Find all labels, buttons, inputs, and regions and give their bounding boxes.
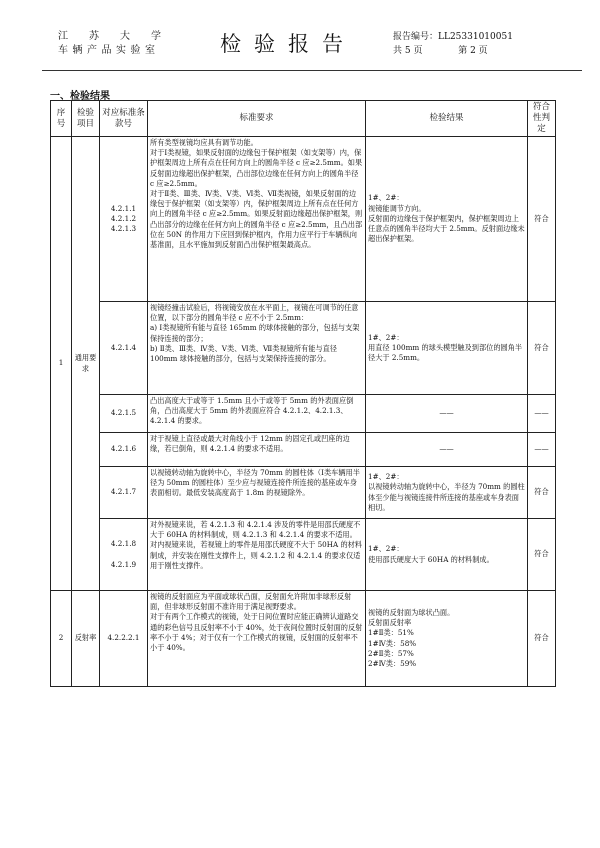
col-header-requirement: 标准要求 xyxy=(148,101,366,137)
page-info xyxy=(393,44,513,58)
report-title: 检验报告 xyxy=(220,32,356,56)
col-header-clause: 对应标准条款号 xyxy=(100,101,148,137)
item-seq: 1 xyxy=(51,137,72,591)
section-title: 一、检验结果 xyxy=(50,91,110,102)
result-cell: 1#、2#： 用直径 100mm 的球头模型触及到部位的圆角半径大于 2.5mm。 xyxy=(366,302,528,395)
lab-name xyxy=(58,30,182,58)
table-row xyxy=(51,591,556,687)
requirement-cell: 凸出高度大于或等于 1.5mm 且小于或等于 5mm 的外表面应倒角，凸出高度大于 5mm 的外表面应符合 4.2.1.2、4.2.1.3、4.2.1.4 的要求。 xyxy=(148,395,366,433)
results-table xyxy=(50,100,556,687)
header-divider xyxy=(42,70,582,71)
result-cell: 1#、2#： 视镜能调节方向。 反射面的边缘包于保护框架内，保护框架周边上任意点的圆角半径均大于 2.5mm。反射面边缘未超出保护框架。 xyxy=(366,137,528,302)
verdict-cell: 符合 xyxy=(528,519,556,591)
clause-cell: 4.2.1.4 xyxy=(100,302,148,395)
total-pages: 共 5 页 xyxy=(393,46,423,56)
clause-cell: 4.2.1.7 xyxy=(100,467,148,519)
lab-name-line2: 车辆产品实验室 xyxy=(58,45,160,56)
clause-cell: 4.2.1.5 xyxy=(100,395,148,433)
result-cell: 视镜的反射面为球状凸面。 反射面反射率 1#Ⅱ类：51% 1#Ⅳ类：58% 2#Ⅱ类：57% 2#Ⅳ类：59% xyxy=(366,591,528,687)
requirement-cell: 视镜的反射面应为平面或球状凸面，反射面允许附加非球形反射面，但非球形反射面不准许用于满足视野要求。 对于有两个工作模式的视镜，处于日间位置时应能正确辨认道路交通的彩色信号且反射率不小于 40%，处于夜间位置时反射面的反射率不小于 4%；对于仅有一个工作模式的视镜，反射面的反射率不小于 40%。 xyxy=(148,591,366,687)
clause-cell: 4.2.1.8 4.2.1.9 xyxy=(100,519,148,591)
col-header-item: 检验项目 xyxy=(72,101,100,137)
report-number: 报告编号：LL25331010051 xyxy=(393,32,513,42)
result-cell: —— xyxy=(366,395,528,433)
result-cell: 1#、2#： 使用邵氏硬度大于 60HA 的材料制成。 xyxy=(366,519,528,591)
verdict-cell: 符合 xyxy=(528,137,556,302)
table-row xyxy=(51,302,556,395)
requirement-cell: 以视镜转动轴为旋转中心，半径为 70mm 的圆柱体（Ⅰ类车辆用半径为 50mm 的圆柱体）至少应与视镜连接件所连接的基座或车身表面相切。最低安装高度高于 1.8m 的视镜除外。 xyxy=(148,467,366,519)
table-header-row xyxy=(51,101,556,137)
table-row xyxy=(51,395,556,433)
col-header-verdict: 符合性判定 xyxy=(528,101,556,137)
clause-cell: 4.2.1.6 xyxy=(100,433,148,467)
requirement-cell: 对于视镜上直径或最大对角线小于 12mm 的固定孔或凹座的边缘，若已倒角，则 4.2.1.4 的要求不适用。 xyxy=(148,433,366,467)
verdict-cell: —— xyxy=(528,395,556,433)
table-row xyxy=(51,137,556,302)
table-row xyxy=(51,519,556,591)
item-seq: 2 xyxy=(51,591,72,687)
result-cell: —— xyxy=(366,433,528,467)
clause-cell: 4.2.2.2.1 xyxy=(100,591,148,687)
verdict-cell: 符合 xyxy=(528,467,556,519)
table-row xyxy=(51,467,556,519)
requirement-cell: 对外视镜来说，若 4.2.1.3 和 4.2.1.4 涉及的零件是用邵氏硬度不大于 60HA 的材料制成，则 4.2.1.3 和 4.2.1.4 的要求不适用。 对内视镜来说，若视镜上的零件是用邵氏硬度不大于 50HA 的材料制成，并安装在刚性支撑件上，则 4.2.1.2 和 4.2.1.4 的要求仅适用于刚性支撑件。 xyxy=(148,519,366,591)
col-header-seq: 序号 xyxy=(51,101,72,137)
lab-name-line1: 江苏大学 xyxy=(58,31,182,42)
page-number: 第 2 页 xyxy=(458,46,488,56)
item-name: 反射率 xyxy=(72,591,100,687)
requirement-cell: 视镜经撞击试验后，将视镜安放在水平面上，视镜在可调节的任意位置，以下部分的圆角半径 c 应不小于 2.5mm： a) Ⅰ类视镜所有能与直径 165mm 的球体接触的部分，包括与支架保持连接的部分； b) Ⅱ类、Ⅲ类、Ⅳ类、Ⅴ类、Ⅵ类、Ⅶ类视镜所有能与直径 100mm 球体接触的部分，包括与支架保持连接的部分。 xyxy=(148,302,366,395)
col-header-result: 检验结果 xyxy=(366,101,528,137)
report-meta xyxy=(393,30,513,58)
result-cell: 1#、2#： 以视镜转动轴为旋转中心，半径为 70mm 的圆柱体至少能与视镜连接件所连接的基座或车身表面相切。 xyxy=(366,467,528,519)
requirement-cell: 所有类型视镜均应具有调节功能。 对于Ⅰ类视镜，如果反射面的边缘包于保护框架（如支架等）内，保护框架周边上所有点在任何方向上的圆角半径 c 应≥2.5mm。如果反射面边缘超出保护框架，凸出部位边缘在任何方向上的圆角半径 c 应≥2.5mm。 对于Ⅱ类、Ⅲ类、Ⅳ类、Ⅴ类、Ⅵ类、Ⅶ类视镜，如果反射面的边缘包于保护框架（如支架等）内，保护框架周边上所有点在任何方向上的圆角半径 c 应≥2.5mm。如果反射面边缘超出保护框架，则凸出部分的边缘在任何方向上的圆角半径 c 应≥2.5mm，且凸出部位在 50N 的作用力下应回到保护框内，作用力应平行于车辆纵向基准面，且水平施加到反射面凸出保护框架最高点。 xyxy=(148,137,366,302)
verdict-cell: 符合 xyxy=(528,591,556,687)
verdict-cell: —— xyxy=(528,433,556,467)
table-row xyxy=(51,433,556,467)
verdict-cell: 符合 xyxy=(528,302,556,395)
clause-cell: 4.2.1.1 4.2.1.2 4.2.1.3 xyxy=(100,137,148,302)
item-name: 通用要求 xyxy=(72,137,100,591)
